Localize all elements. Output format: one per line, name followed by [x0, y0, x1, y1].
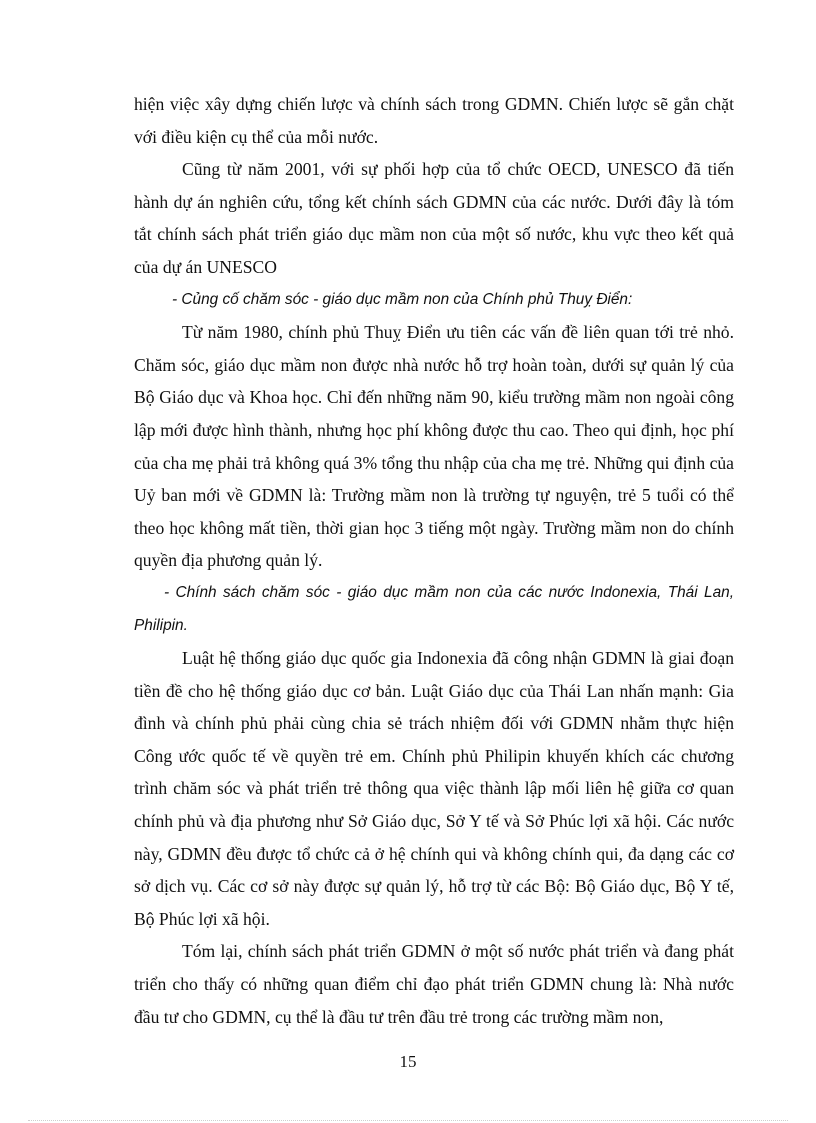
paragraph-continuation: hiện việc xây dựng chiến lược và chính sách trong GDMN. Chiến lược sẽ gắn chặt với điều kiện cụ thể của mỗi nước. — [134, 94, 734, 147]
paragraph-oecd-unesco: Cũng từ năm 2001, với sự phối hợp của tổ chức OECD, UNESCO đã tiến hành dự án nghiên cứu, tổng kết chính sách GDMN của các nước. Dưới đây là tóm tắt chính sách phát triển giáo dục mầm non của một số nước, khu vực theo kết quả của dự án UNESCO — [134, 159, 734, 277]
section-heading-sweden: - Củng cố chăm sóc - giáo dục mầm non của Chính phủ Thuỵ Điển: — [172, 290, 633, 308]
paragraph-asean: Luật hệ thống giáo dục quốc gia Indonexia đã công nhận GDMN là giai đoạn tiền đề cho hệ thống giáo dục cơ bản. Luật Giáo dục của Thái Lan nhấn mạnh: Gia đình và chính phủ phải cùng chia sẻ trách nhiệm đối với GDMN nhằm thực hiện Công ước quốc tế về quyền trẻ em. Chính phủ Philipin khuyến khích các chương trình chăm sóc và phát triển trẻ thông qua việc thành lập mối liên hệ giữa cơ quan chính phủ và địa phương như Sở Giáo dục, Sở Y tế và Sở Phúc lợi xã hội. Các nước này, GDMN đều được tổ chức cả ở hệ chính qui và không chính qui, đa dạng các cơ sở dịch vụ. Các cơ sở này được sự quản lý, hỗ trợ từ các Bộ: Bộ Giáo dục, Bộ Y tế, Bộ Phúc lợi xã hội. — [134, 648, 734, 929]
paragraph-summary: Tóm lại, chính sách phát triển GDMN ở một số nước phát triển và đang phát triển cho thấy có những quan điểm chỉ đạo phát triển GDMN chung là: Nhà nước đầu tư cho GDMN, cụ thể là đầu tư trên đầu trẻ trong các trường mầm non, — [134, 941, 734, 1027]
footer-divider — [28, 1120, 788, 1121]
page-number: 15 — [399, 1052, 417, 1071]
paragraph-sweden: Từ năm 1980, chính phủ Thuỵ Điển ưu tiên các vấn đề liên quan tới trẻ nhỏ. Chăm sóc, giáo dục mầm non được nhà nước hỗ trợ hoàn toàn, dưới sự quản lý của Bộ Giáo dục và Khoa học. Chỉ đến những năm 90, kiểu trường mầm non ngoài công lập mới được hình thành, nhưng học phí không được thu cao. Theo qui định, học phí của cha mẹ phải trả không quá 3% tổng thu nhập của cha mẹ trẻ. Những qui định của Uỷ ban mới về GDMN là: Trường mầm non là trường tự nguyện, trẻ 5 tuổi có thể theo học không mất tiền, thời gian học 3 tiếng một ngày. Trường mầm non do chính quyền địa phương quản lý. — [134, 322, 734, 571]
body-text — [134, 88, 734, 1033]
section-heading-asean: - Chính sách chăm sóc - giáo dục mầm non của các nước Indonexia, Thái Lan, Philipin. — [134, 583, 734, 634]
